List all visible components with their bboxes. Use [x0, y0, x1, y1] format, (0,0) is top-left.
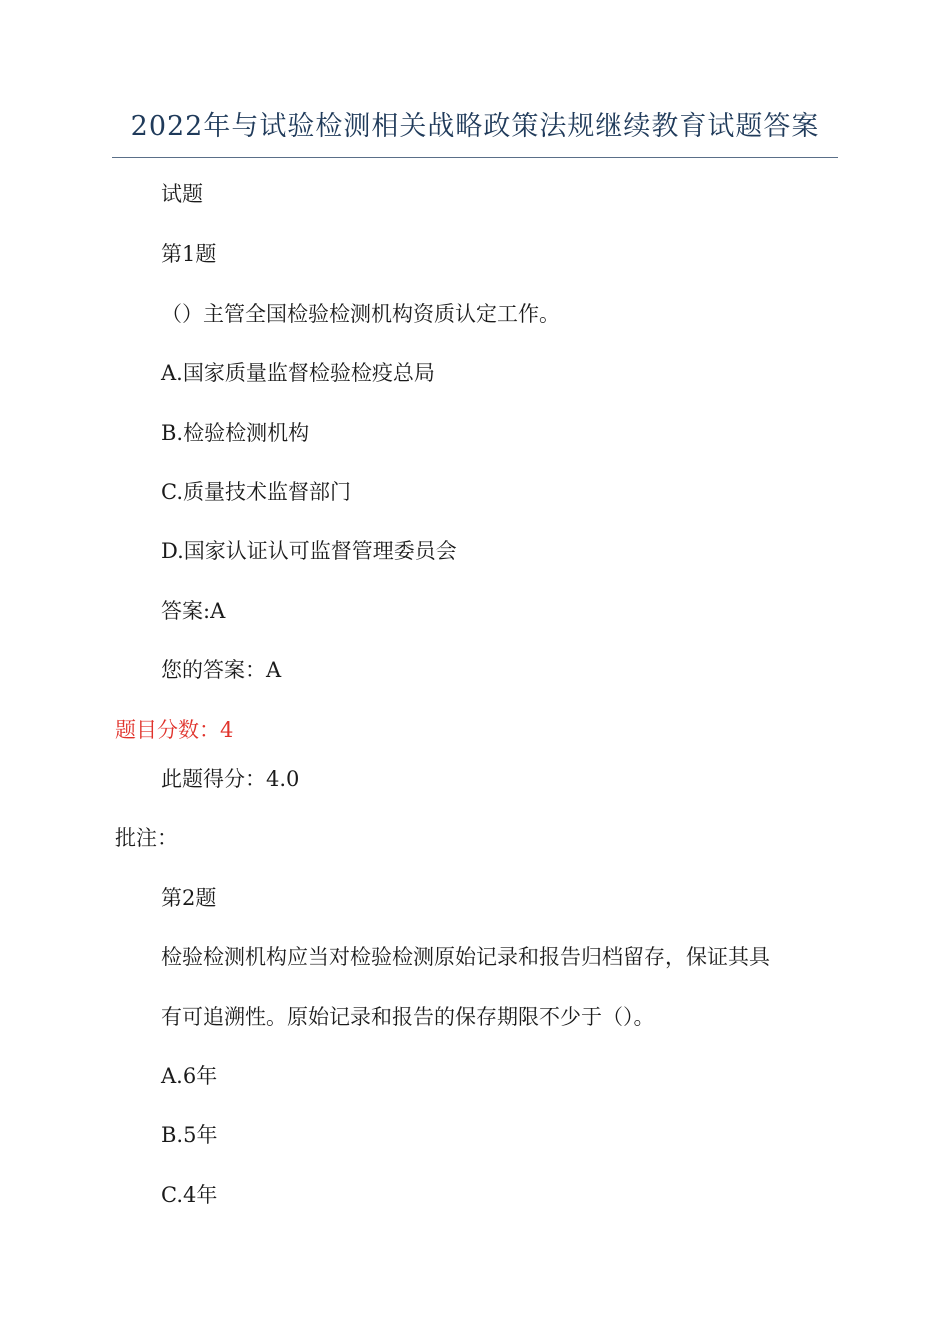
- correct-answer: 答案:A: [161, 599, 226, 623]
- title-divider: [112, 157, 838, 158]
- option-b: B.检验检测机构: [161, 421, 310, 445]
- question-stem: （）主管全国检验检测机构资质认定工作。: [161, 302, 560, 326]
- option-b: B.5年: [161, 1123, 218, 1147]
- option-a: A.6年: [161, 1064, 218, 1088]
- option-c: C.质量技术监督部门: [161, 480, 351, 504]
- earned-score: 此题得分：4.0: [161, 767, 300, 791]
- question-number: 第1题: [161, 242, 217, 266]
- your-answer: 您的答案：A: [161, 658, 282, 682]
- option-c: C.4年: [161, 1183, 218, 1207]
- note-label: 批注：: [115, 826, 178, 850]
- question-stem-line-1: 检验检测机构应当对检验检测原始记录和报告归档留存，保证其具: [161, 945, 770, 969]
- section-label: 试题: [161, 182, 203, 206]
- question-score: 题目分数：4: [115, 718, 234, 742]
- question-stem-line-2: 有可追溯性。原始记录和报告的保存期限不少于（）。: [161, 1005, 655, 1029]
- document-title: 2022年与试验检测相关战略政策法规继续教育试题答案: [130, 111, 820, 142]
- question-number: 第2题: [161, 886, 217, 910]
- option-d: D.国家认证认可监督管理委员会: [161, 539, 457, 563]
- option-a: A.国家质量监督检验检疫总局: [161, 361, 435, 385]
